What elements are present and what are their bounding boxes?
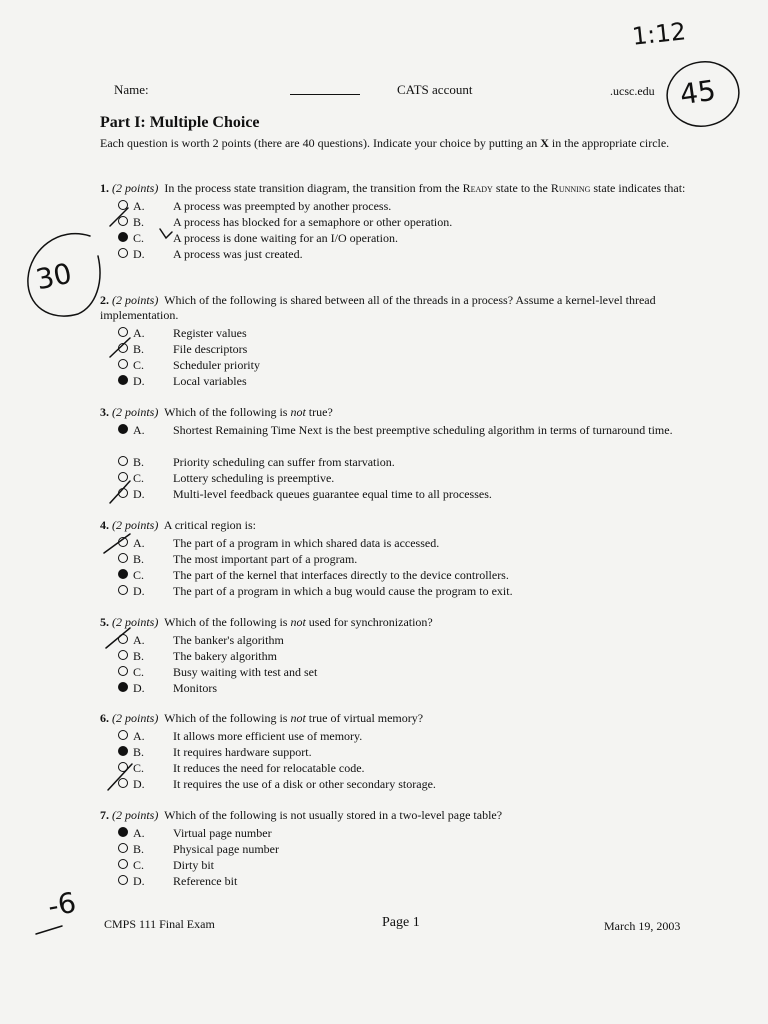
answer-bubble[interactable] [118,327,128,337]
answer-bubble[interactable] [118,634,128,644]
name-underline [290,94,360,95]
answer-bubble[interactable] [118,666,128,676]
answer-bubble[interactable] [118,216,128,226]
option-a[interactable]: A. The banker's algorithm [116,632,690,648]
answer-bubble[interactable] [118,248,128,258]
answer-bubble[interactable] [118,359,128,369]
option-c[interactable]: C. The part of the kernel that interfaces directly to the device controllers. [116,567,690,583]
instructions: Each question is worth 2 points (there are 40 questions). Indicate your choice by putting an X in the appropriate circle. [100,136,670,150]
footer-tick [36,926,62,934]
option-b[interactable]: B. Priority scheduling can suffer from starvation. [116,454,690,470]
option-c[interactable]: C. Busy waiting with test and set [116,664,690,680]
answer-bubble[interactable] [118,843,128,853]
option-a[interactable]: A. Virtual page number [116,825,690,841]
domain-label: .ucsc.edu [610,84,655,98]
answer-bubble[interactable] [118,650,128,660]
answer-bubble[interactable] [118,537,128,547]
answer-bubble[interactable] [118,762,128,772]
answer-bubble-filled[interactable] [118,569,128,579]
answer-bubble[interactable] [118,343,128,353]
handwritten-subtotal: 30 [32,256,75,297]
handwritten-time: 1:12 [630,17,688,51]
option-d[interactable]: D. The part of a program in which a bug would cause the program to exit. [116,583,690,599]
option-b[interactable]: B. It requires hardware support. [116,744,690,760]
answer-bubble-filled[interactable] [118,232,128,242]
answer-bubble[interactable] [118,200,128,210]
answer-bubble-filled[interactable] [118,424,128,434]
option-c[interactable]: C. Scheduler priority [116,357,690,373]
question-stem: 3. (2 points) Which of the following is not true? [100,405,333,419]
option-d[interactable]: D. Reference bit [116,873,690,889]
footer-date: March 19, 2003 [604,919,681,933]
answer-bubble-filled[interactable] [118,375,128,385]
option-d[interactable]: D. Monitors [116,680,690,696]
option-d[interactable]: D. A process was just created. [116,246,690,262]
answer-bubble[interactable] [118,730,128,740]
question-stem: 5. (2 points) Which of the following is not used for synchronization? [100,615,433,629]
option-b[interactable]: B. File descriptors [116,341,690,357]
question-4 [100,518,690,599]
option-d[interactable]: D. It requires the use of a disk or other secondary storage. [116,776,690,792]
option-a[interactable]: A. A process was preempted by another process. [116,198,690,214]
question-3 [100,405,690,502]
option-a[interactable]: A. Shortest Remaining Time Next is the best preemptive scheduling algorithm in terms of turnaround time. [116,422,690,454]
answer-bubble[interactable] [118,585,128,595]
cats-account-label: CATS account [397,82,473,97]
handwritten-footer-note: -6 [45,885,79,924]
answer-bubble-filled[interactable] [118,746,128,756]
question-stem: 2. (2 points) Which of the following is shared between all of the threads in a process? Assume a kernel-level thread implementation. [100,293,656,322]
answer-bubble[interactable] [118,859,128,869]
option-d[interactable]: D. Multi-level feedback queues guarantee equal time to all processes. [116,486,690,502]
answer-bubble-filled[interactable] [118,827,128,837]
name-label: Name: [114,82,149,97]
footer-course: CMPS 111 Final Exam [104,917,215,931]
handwritten-score: 45 [677,73,718,112]
option-c[interactable]: C. Dirty bit [116,857,690,873]
option-c[interactable]: C. A process is done waiting for an I/O operation. [116,230,690,246]
answer-bubble[interactable] [118,456,128,466]
option-c[interactable]: C. It reduces the need for relocatable code. [116,760,690,776]
answer-bubble-filled[interactable] [118,682,128,692]
question-7 [100,808,690,889]
option-b[interactable]: B. The most important part of a program. [116,551,690,567]
answer-bubble[interactable] [118,875,128,885]
answer-bubble[interactable] [118,472,128,482]
answer-bubble[interactable] [118,488,128,498]
option-a[interactable]: A. It allows more efficient use of memory. [116,728,690,744]
option-c[interactable]: C. Lottery scheduling is preemptive. [116,470,690,486]
question-6 [100,711,690,792]
question-stem: 7. (2 points) Which of the following is not usually stored in a two-level page table? [100,808,503,822]
question-2 [100,293,690,389]
footer-page-number: Page 1 [382,915,420,930]
answer-bubble[interactable] [118,553,128,563]
question-stem: 6. (2 points) Which of the following is not true of virtual memory? [100,711,424,725]
question-1 [100,181,690,262]
option-a[interactable]: A. Register values [116,325,690,341]
question-stem: 1. (2 points) In the process state transition diagram, the transition from the Ready state to the Running state indicates that: [100,181,686,195]
part-title: Part I: Multiple Choice [100,114,260,131]
question-5 [100,615,690,696]
answer-bubble[interactable] [118,778,128,788]
option-b[interactable]: B. A process has blocked for a semaphore or other operation. [116,214,690,230]
question-stem: 4. (2 points) A critical region is: [100,518,256,532]
option-a[interactable]: A. The part of a program in which shared data is accessed. [116,535,690,551]
option-b[interactable]: B. The bakery algorithm [116,648,690,664]
option-b[interactable]: B. Physical page number [116,841,690,857]
option-d[interactable]: D. Local variables [116,373,690,389]
